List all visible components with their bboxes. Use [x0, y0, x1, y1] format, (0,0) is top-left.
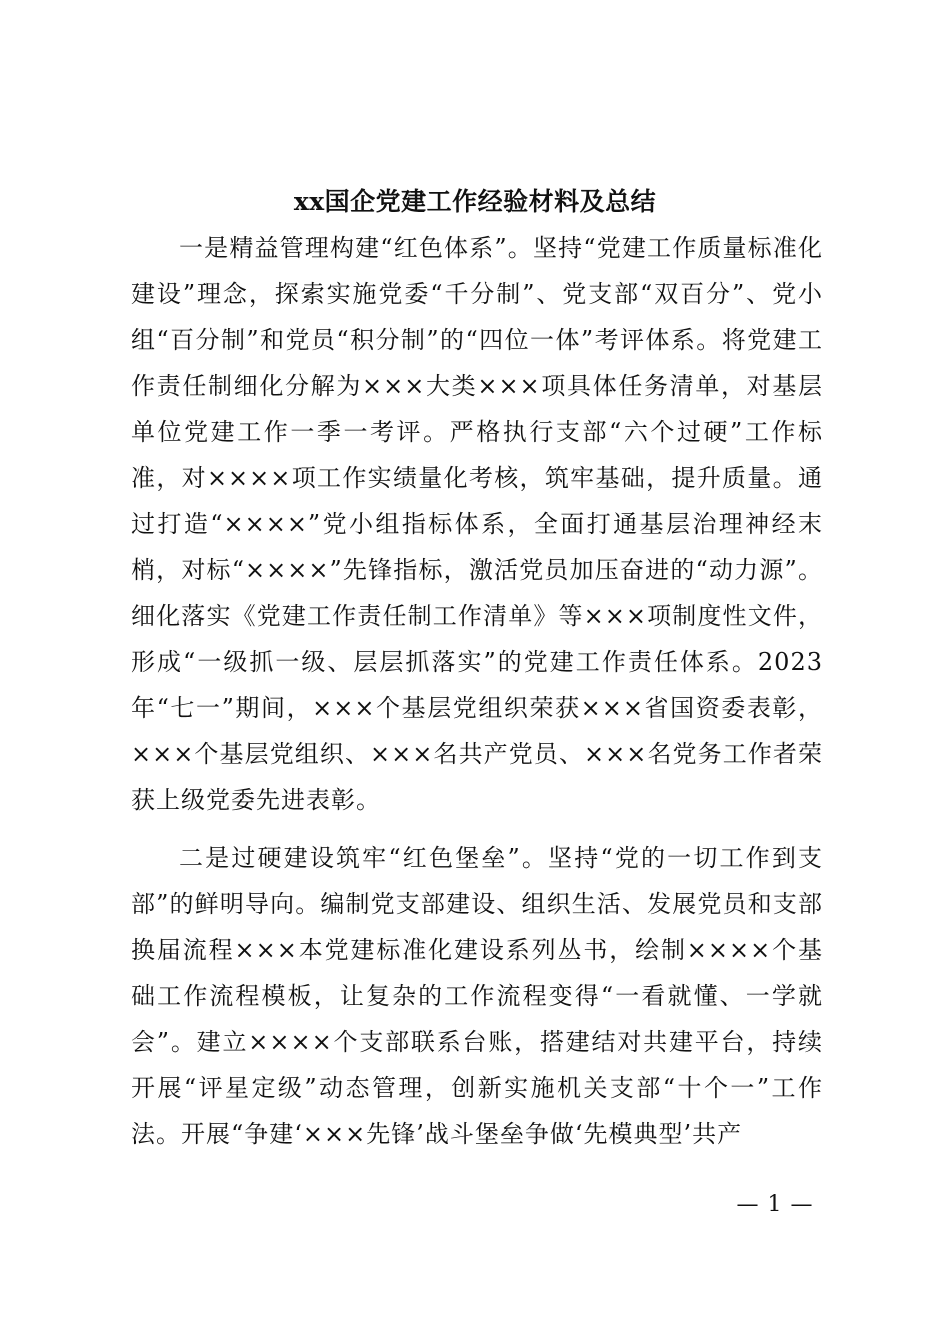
page-number: — 1 — — [736, 1192, 814, 1217]
paragraph-red-system: 一是精益管理构建“红色体系”。坚持“党建工作质量标准化建设”理念，探索实施党委“千分制”、党支部“双百分”、党小组“百分制”和党员“积分制”的“四位一体”考评体系。将党建工作责任制细化分解为×××大类×××项具体任务清单，对基层单位党建工作一季一考评。严格执行支部“六个过硬”工作标准，对××××项工作实绩量化考核，筑牢基础，提升质量。通过打造“××××”党小组指标体系，全面打通基层治理神经末梢，对标“××××”先锋指标，激活党员加压奋进的“动力源”。细化落实《党建工作责任制工作清单》等×××项制度性文件，形成“一级抓一级、层层抓落实”的党建工作责任体系。2023年“七一”期间，×××个基层党组织荣获×××省国资委表彰，×××个基层党组织、×××名共产党员、×××名党务工作者荣获上级党委先进表彰。 — [131, 234, 823, 814]
document-title: xx国企党建工作经验材料及总结 — [293, 187, 657, 216]
document-body — [131, 225, 823, 1157]
paragraph-red-fortress: 二是过硬建设筑牢“红色堡垒”。坚持“党的一切工作到支部”的鲜明导向。编制党支部建设、组织生活、发展党员和支部换届流程×××本党建标准化建设系列丛书，绘制××××个基础工作流程模板，让复杂的工作流程变得“一看就懂、一学就会”。建立××××个支部联系台账，搭建结对共建平台，持续开展“评星定级”动态管理，创新实施机关支部“十个一”工作法。开展“争建‘×××先锋’战斗堡垒争做‘先模典型’共产 — [131, 844, 823, 1148]
